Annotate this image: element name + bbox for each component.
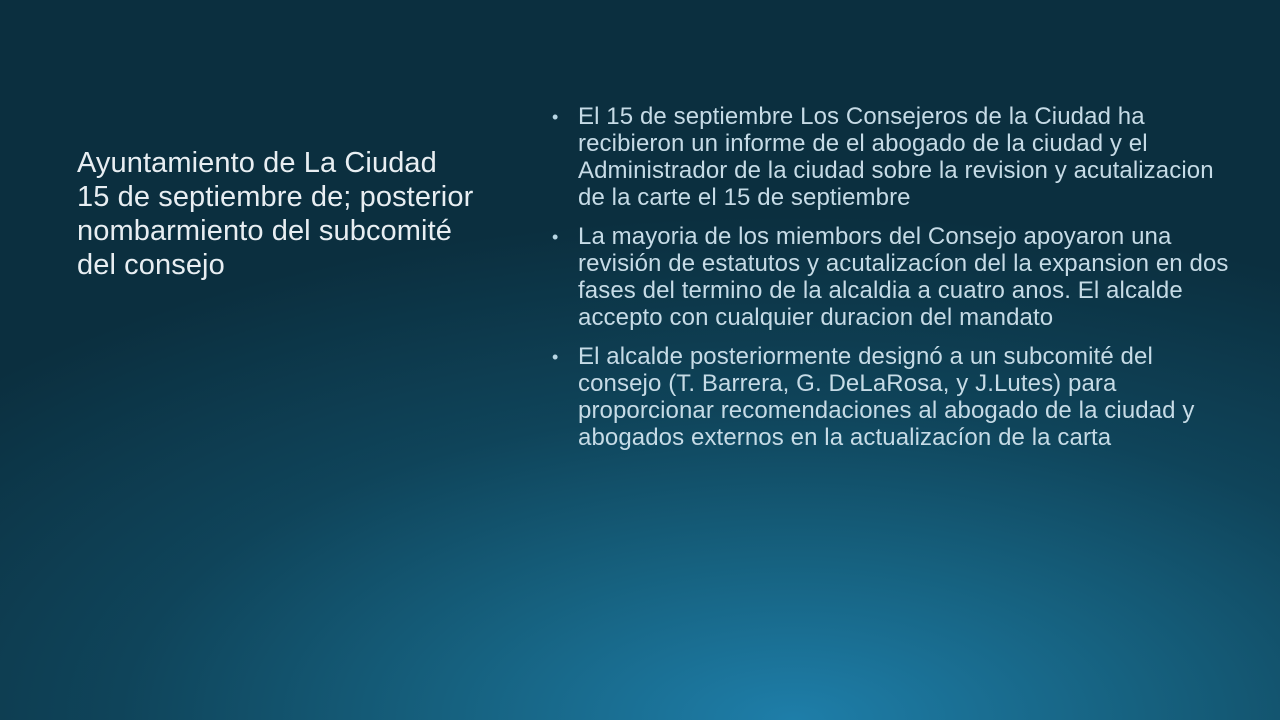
bullet-icon: • (552, 107, 559, 127)
slide-title: Ayuntamiento de La Ciudad 15 de septiembre de; posterior nombarmiento del subcomité del consejo (77, 147, 474, 281)
bullet-icon: • (552, 347, 559, 367)
bullet-item (552, 103, 1232, 211)
bullet-item (552, 223, 1232, 331)
bullet-icon: • (552, 227, 559, 247)
bullet-list (552, 103, 1232, 463)
bullet-text: El alcalde posteriormente designó a un subcomité del consejo (T. Barrera, G. DeLaRosa, y J.Lutes) para proporcionar recomendaciones al abogado de la ciudad y abogados externos en la actualizacíon de la carta (578, 343, 1195, 451)
bullet-text: El 15 de septiembre Los Consejeros de la Ciudad ha recibieron un informe de el abogado de la ciudad y el Administrador de la ciudad sobre la revision y acutalizacion de la carte el 15 de septiembre (578, 103, 1214, 211)
bullet-item (552, 343, 1232, 451)
bullet-text: La mayoria de los miembors del Consejo apoyaron una revisión de estatutos y acutalizacíon del la expansion en dos fases del termino de la alcaldia a cuatro anos. El alcalde accepto con cualquier duracion del mandato (578, 223, 1229, 331)
